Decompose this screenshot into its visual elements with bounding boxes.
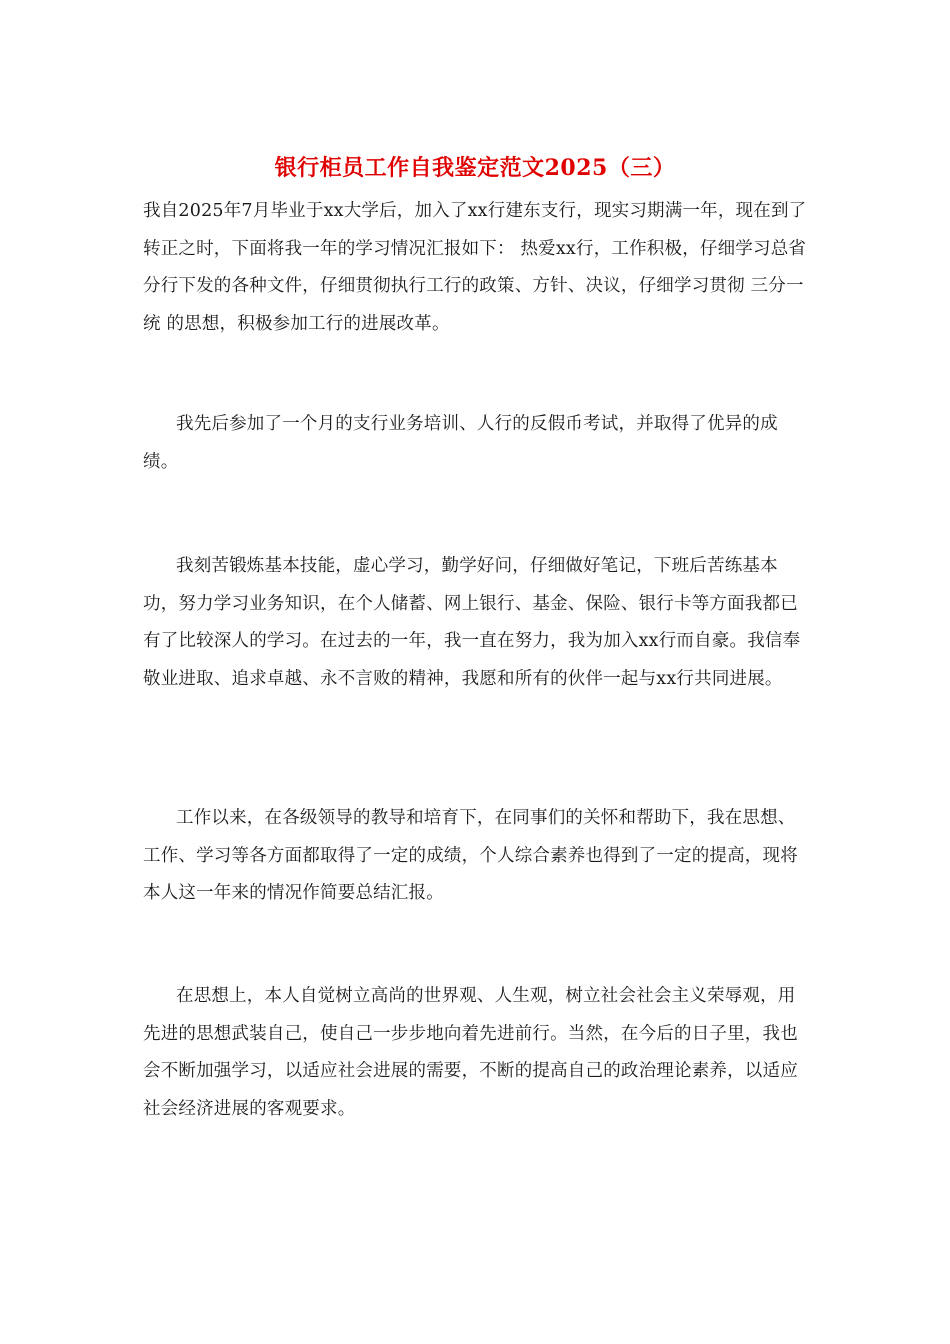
paragraph-ideology: 在思想上，本人自觉树立高尚的世界观、人生观，树立社会社会主义荣辱观，用先进的思想武装自己，使自己一步步地向着先进前行。当然，在今后的日子里，我也会不断加强学习，以适应社会进展的需要，不断的提高自己的政治理论素养，以适应社会经济进展的客观要求。 [143, 986, 798, 1119]
paragraph-training: 我先后参加了一个月的支行业务培训、人行的反假币考试，并取得了优异的成绩。 [143, 414, 778, 472]
paragraph-summary: 工作以来，在各级领导的教导和培育下，在同事们的关怀和帮助下，我在思想、工作、学习等各方面都取得了一定的成绩，个人综合素养也得到了一定的提高，现将本人这一年来的情况作简要总结汇报。 [143, 808, 798, 903]
paragraph-skills: 我刻苦锻炼基本技能，虚心学习，勤学好问，仔细做好笔记，下班后苦练基本功，努力学习业务知识，在个人储蓄、网上银行、基金、保险、银行卡等方面我都已有了比较深人的学习。在过去的一年，我一直在努力，我为加入xx行而自豪。我信奉敬业进取、追求卓越、永不言败的精神，我愿和所有的伙伴一起与xx行共同进展。 [143, 556, 801, 689]
paragraph-intro: 我自2025年7月毕业于xx大学后，加入了xx行建东支行，现实习期满一年，现在到了转正之时，下面将我一年的学习情况汇报如下： 热爱xx行，工作积极，仔细学习总省分行下发的各种文件，仔细贯彻执行工行的政策、方针、决议，仔细学习贯彻 三分一统 的思想，积极参加工行的进展改革。 [143, 201, 807, 334]
document-title: 银行柜员工作自我鉴定范文2025（三） [274, 155, 676, 181]
